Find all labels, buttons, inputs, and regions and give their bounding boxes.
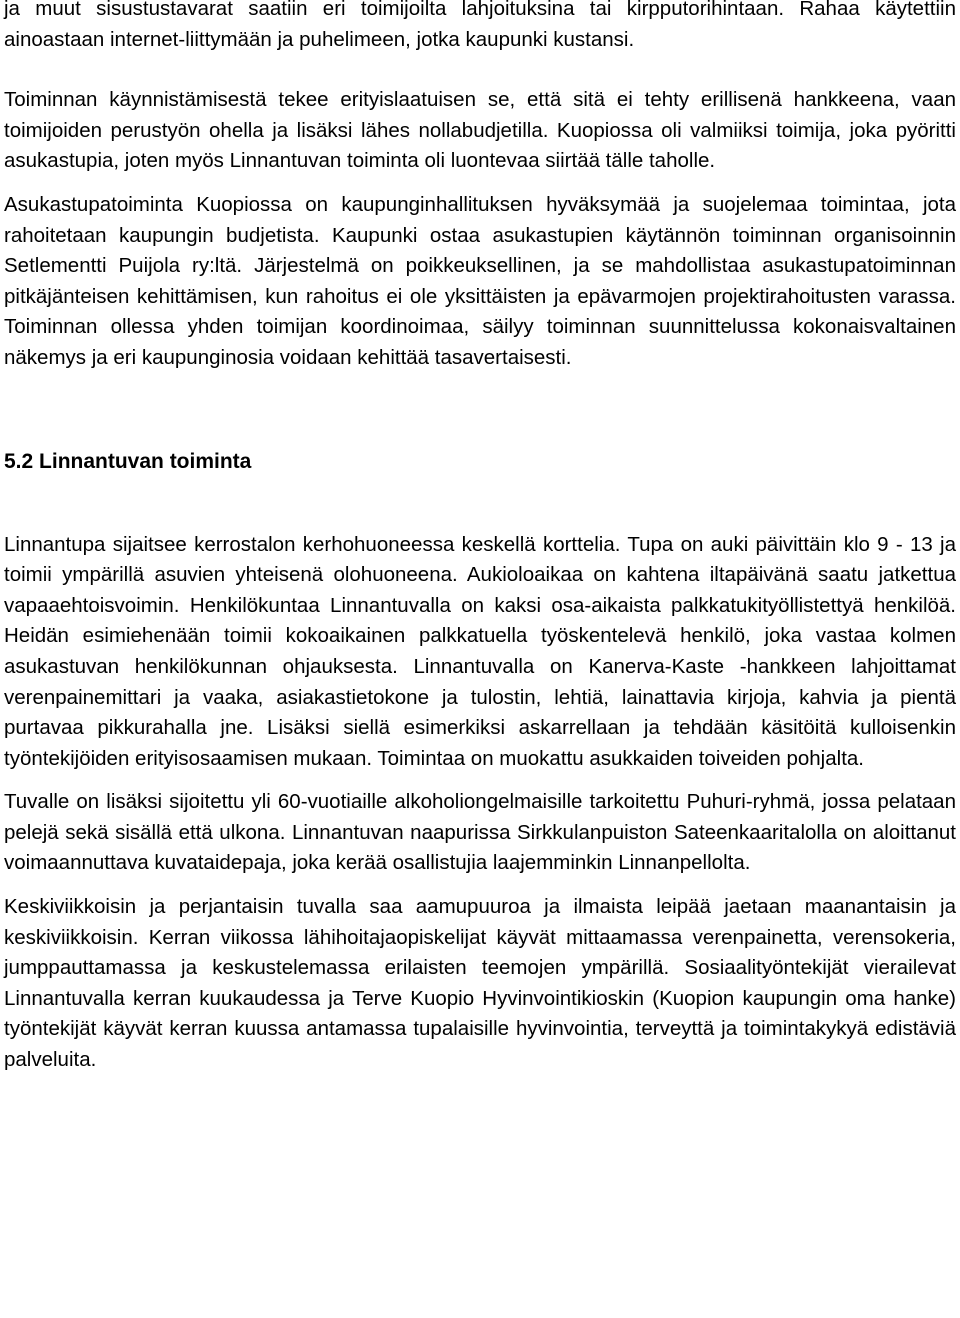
paragraph-puhuri-group: Tuvalle on lisäksi sijoitettu yli 60-vuotiaille alkoholiongelmaisille tarkoitettu Puhuri-ryhmä, jossa pelataan pelejä sekä sisällä että ulkona. Linnantuvan naapurissa Sirkkulanpuiston Sateenkaaritalolla on aloittanut voimaannuttava kuvataidepaja, joka kerää osallistujia laajemminkin Linnanpellolta. [4, 790, 956, 875]
paragraph-launch: Toiminnan käynnistämisestä tekee erityislaatuisen se, että sitä ei tehty erillisenä hankkeena, vaan toimijoiden perustyön ohella ja lisäksi lähes nollabudjetilla. Kuopiossa oli valmiiksi toimija, joka pyöritti asukastupia, joten myös Linnantuvan toiminta oli luontevaa siirtää tälle taholle. [4, 88, 956, 173]
paragraph-organization: Asukastupatoiminta Kuopiossa on kaupunginhallituksen hyväksymää ja suojelemaa toimintaa, jota rahoitetaan kaupungin budjetista. Kaupunki ostaa asukastupien käytännön toiminnan organisoinnin Setlementti Puijola ry:ltä. Järjestelmä on poikkeuksellinen, ja se mahdollistaa asukastupatoiminnan pitkäjänteisen kehittämisen, kun rahoitus ei ole yksittäisten ja epävarmojen projektirahoitusten varassa. Toiminnan ollessa yhden toimijan koordinoimaa, säilyy toiminnan suunnittelussa kokonaisvaltainen näkemys ja eri kaupunginosia voidaan kehittää tasavertaisesti. [4, 192, 956, 369]
paragraph-linnantupa: Linnantupa sijaitsee kerrostalon kerhohuoneessa keskellä korttelia. Tupa on auki päivittäin klo 9 - 13 ja toimii ympärillä asuvien yhteisenä olohuoneena. Aukioloaikaa on kahtena iltapäivänä saatu jatkettua vapaaehtoisvoimin. Henkilökuntaa Linnantuvalla on kaksi osa-aikaista palkkatukityöllistettyä henkilöä. Heidän esimiehenään toimii kokoaikainen palkkatuella työskentelevä henkilö, joka vastaa kolmen asukastuvan henkilökunnan ohjauksesta. Linnantuvalla on Kanerva-Kaste -hankkeen lahjoittamat verenpainemittari ja vaaka, asiakastietokone ja tulostin, lehtiä, lainattavia kirjoja, kahvia ja pientä purtavaa pikkurahalla jne. Lisäksi siellä esimerkiksi askarrellaan ja tehdään käsitöitä kulloisenkin työntekijöiden erityisosaamisen mukaan. Toimintaa on muokattu asukkaiden toiveiden pohjalta. [4, 532, 956, 770]
section-heading: 5.2 Linnantuvan toiminta [4, 449, 252, 473]
paragraph-funding: ja muut sisustustavarat saatiin eri toimijoilta lahjoituksina tai kirpputorihintaan. Rahaa käytettiin ainoastaan internet-liittymään ja puhelimeen, jotka kaupunki kustansi. [4, 0, 956, 51]
document-page [4, 0, 956, 1076]
paragraph-weekly-services: Keskiviikkoisin ja perjantaisin tuvalla saa aamupuuroa ja ilmaista leipää jaetaan maanantaisin ja keskiviikkoisin. Kerran viikossa lähihoitajaopiskelijat käyvät mittaamassa verenpainetta, verensokeria, jumppauttamassa ja keskustelemassa erilaisten teemojen ympärillä. Sosiaalityöntekijät vierailevat Linnantuvalla kerran kuukaudessa ja Terve Kuopio Hyvinvointikioskin (Kuopion kaupungin oma hanke) työntekijät käyvät kerran kuussa antamassa tupalaisille hyvinvointia, terveyttä ja toimintakykyä edistäviä palveluita. [4, 895, 956, 1072]
